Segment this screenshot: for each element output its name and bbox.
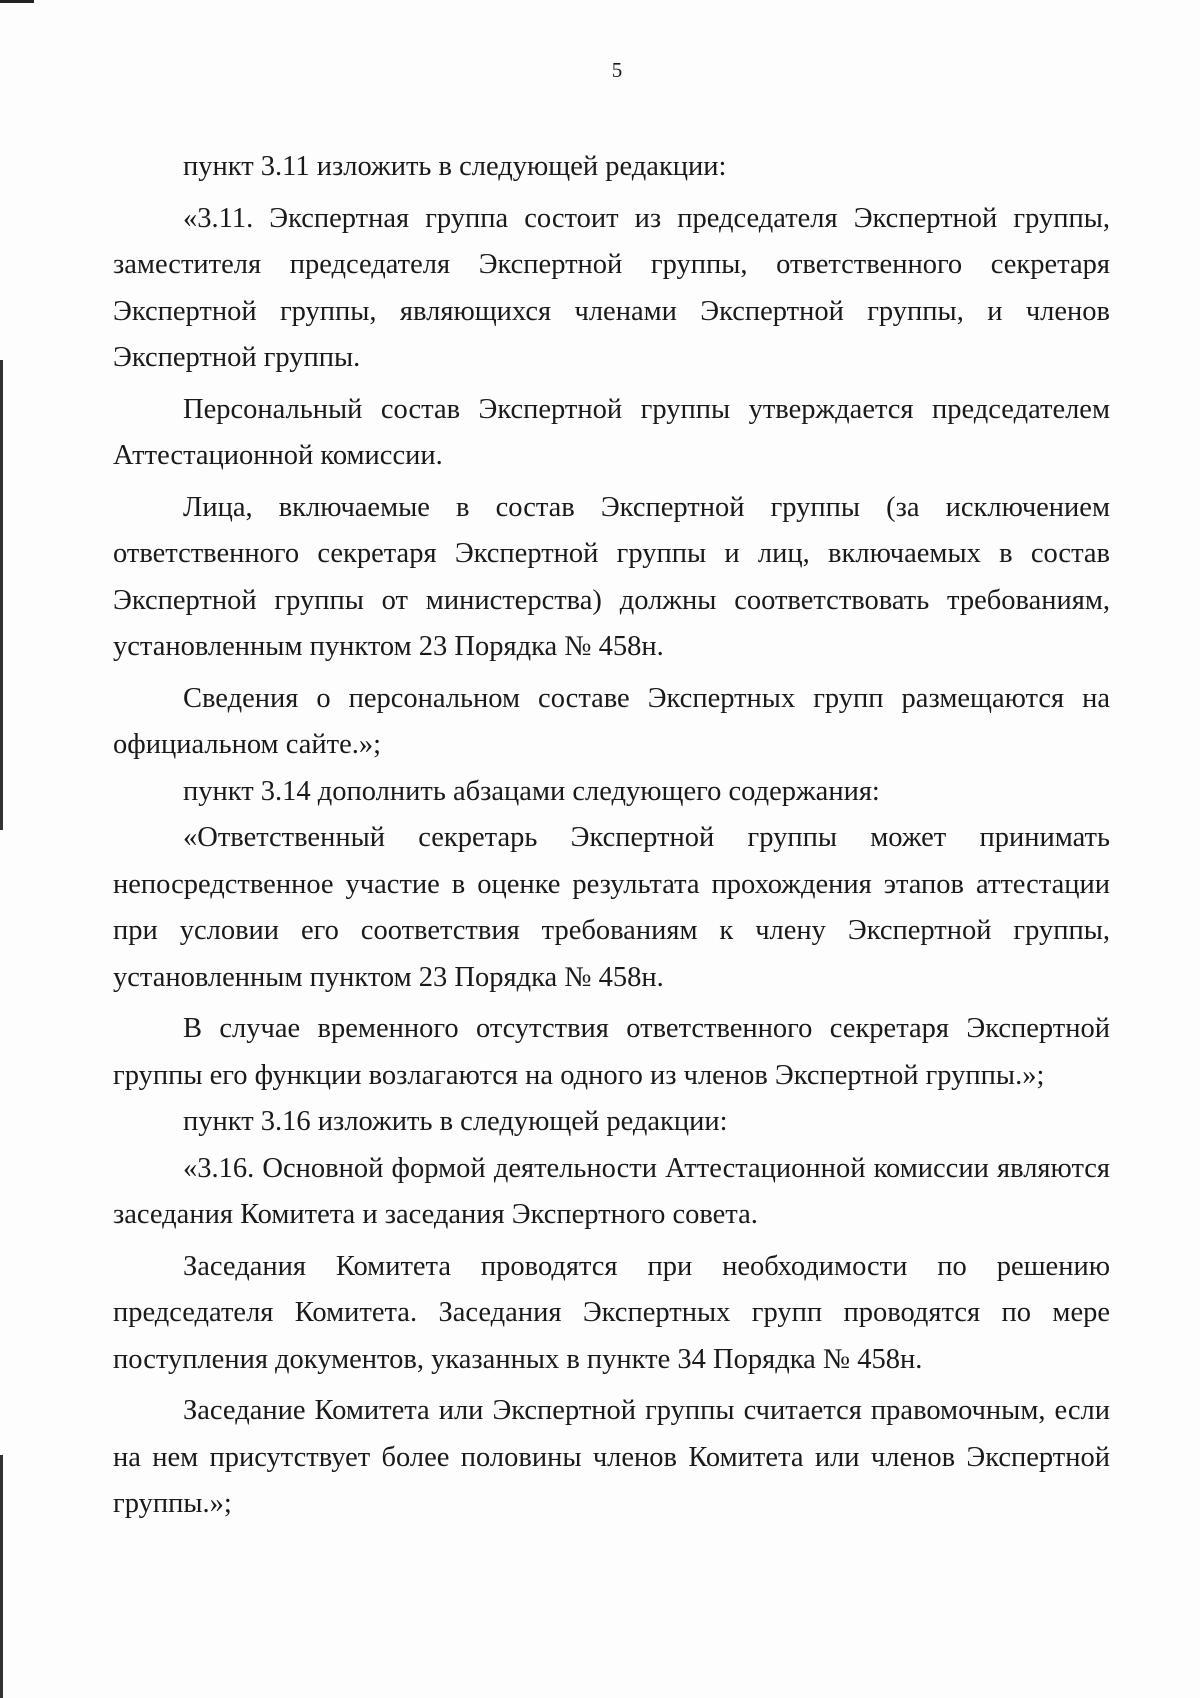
paragraph-personal-composition: Персональный состав Экспертной группы утверждается председателем Аттестационной комиссии. (113, 393, 1110, 471)
paragraph-3-16-text: «3.16. Основной формой деятельности Аттестационной комиссии являются заседания Комитета и заседания Экспертного совета. (113, 1152, 1110, 1230)
paragraph-secretary-participation: «Ответственный секретарь Экспертной группы может принимать непосредственное участие в оценке результата прохождения этапов аттестации при условии его соответствия требованиям к члену Экспертной группы, установленным пунктом 23 Порядка № 458н. (113, 822, 1110, 993)
paragraph-quorum: Заседание Комитета или Экспертной группы считается правомочным, если на нем присутствует более половины членов Комитета или членов Экспертной группы.»; (113, 1395, 1110, 1519)
scan-mark (0, 360, 3, 830)
page-number: 5 (611, 58, 623, 82)
paragraph-secretary-absence: В случае временного отсутствия ответственного секретаря Экспертной группы его функции возлагаются на одного из членов Экспертной группы.»; (113, 1013, 1110, 1091)
paragraph-3-11-text: «3.11. Экспертная группа состоит из председателя Экспертной группы, заместителя председателя Экспертной группы, ответственного секретаря Экспертной группы, являющихся членами Экспертной группы, и членов Экспертной группы. (113, 202, 1110, 373)
scan-mark (0, 0, 34, 3)
scan-mark (0, 1455, 3, 1698)
document-body (113, 144, 1110, 1528)
paragraph-meetings-schedule: Заседания Комитета проводятся при необходимости по решению председателя Комитета. Заседания Экспертных групп проводятся по мере поступления документов, указанных в пункте 34 Порядка № 458н. (113, 1250, 1110, 1375)
paragraph-amend-3-14: пункт 3.14 дополнить абзацами следующего содержания: (183, 775, 880, 807)
paragraph-publication: Сведения о персональном составе Экспертных групп размещаются на официальном сайте.»; (113, 682, 1110, 760)
paragraph-amend-3-11: пункт 3.11 изложить в следующей редакции: (183, 151, 727, 182)
paragraph-requirements: Лица, включаемые в состав Экспертной группы (за исключением ответственного секретаря Экспертной группы и лиц, включаемых в состав Экспертной группы от министерства) должны соответствовать требованиям, установленным пунктом 23 Порядка № 458н. (113, 491, 1110, 662)
paragraph-amend-3-16: пункт 3.16 изложить в следующей редакции: (183, 1106, 728, 1137)
